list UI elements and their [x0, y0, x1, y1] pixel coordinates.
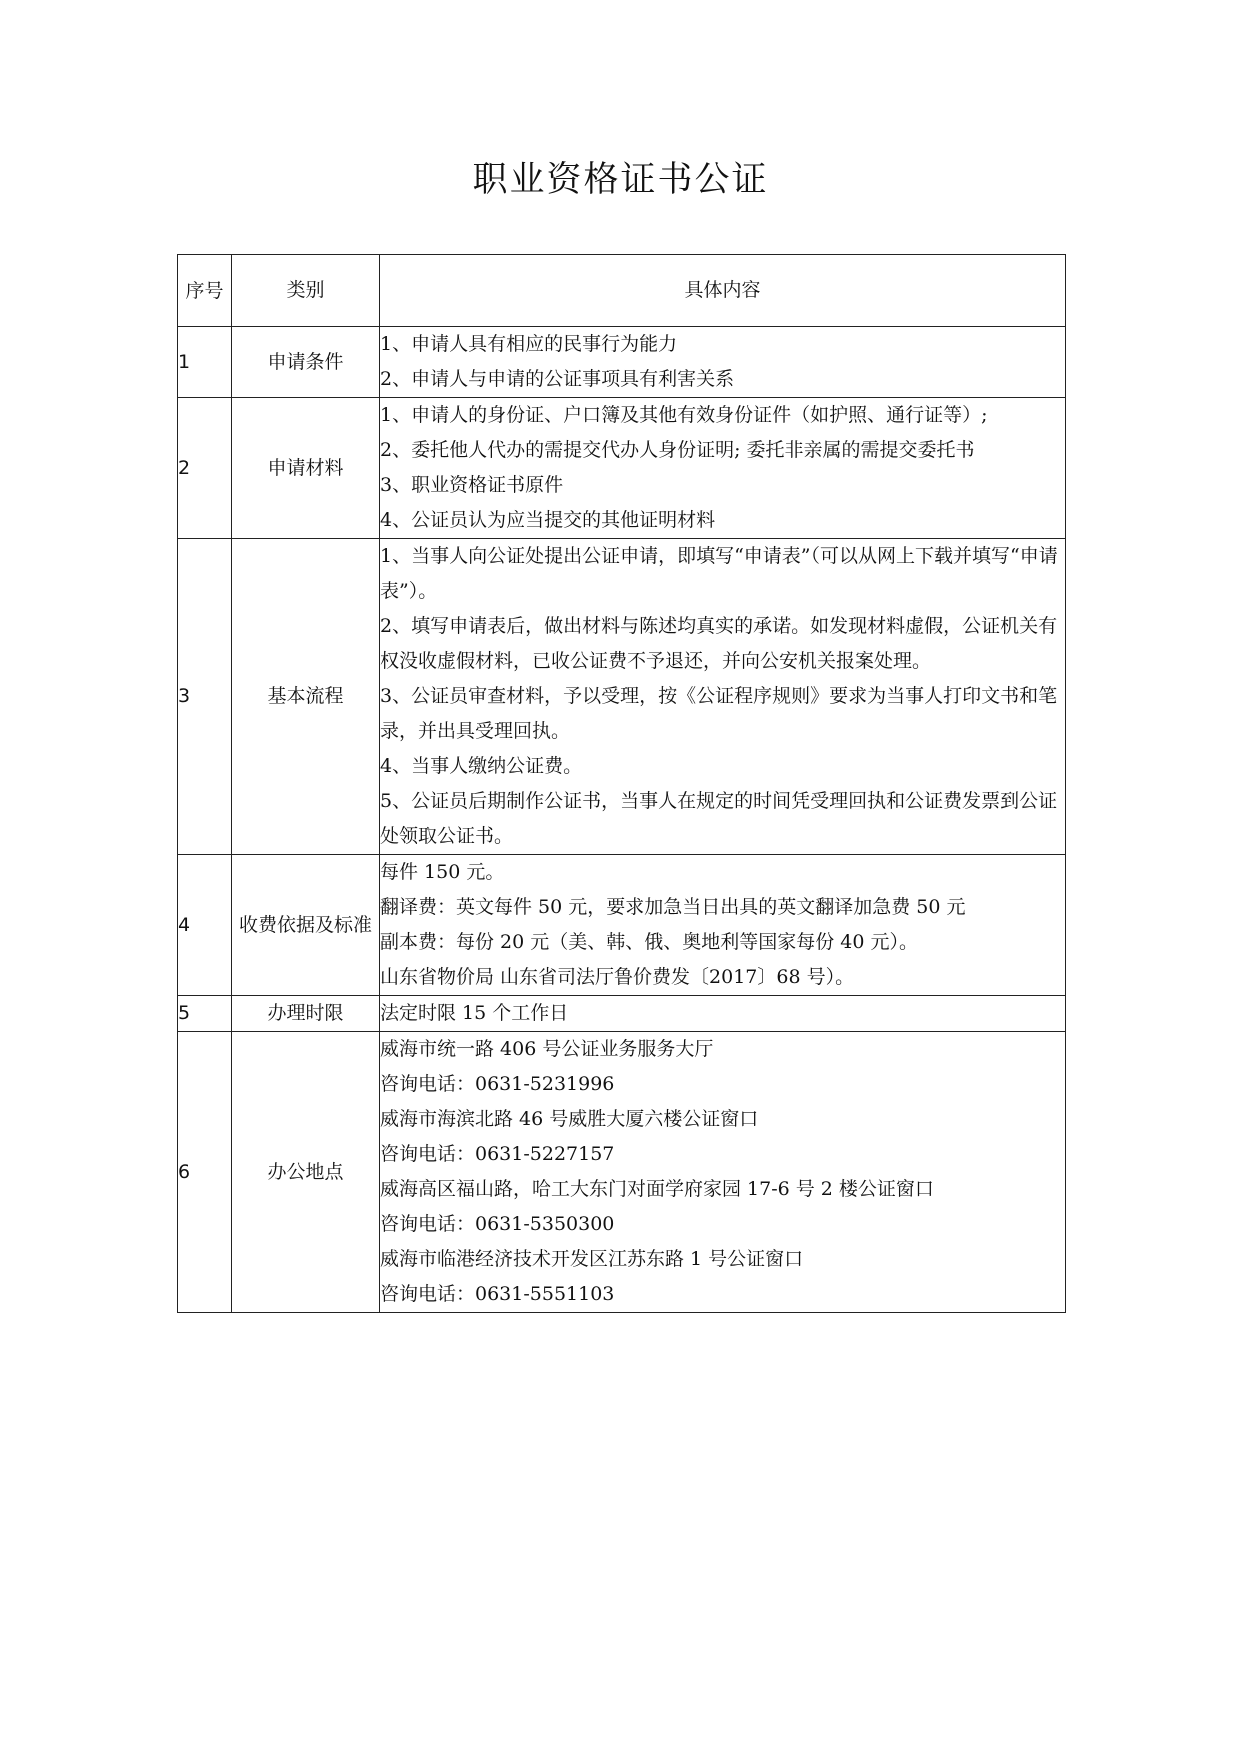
row-category: 办理时限: [232, 996, 380, 1032]
content-line: 咨询电话：0631-5350300: [380, 1213, 615, 1235]
row-content: [380, 855, 1066, 996]
table-row: [178, 996, 1066, 1032]
content-line: 翻译费：英文每件 50 元，要求加急当日出具的英文翻译加急费 50 元: [380, 896, 966, 918]
content-line: 3、公证员审查材料，予以受理，按《公证程序规则》要求为当事人打印文书和笔录，并出具受理回执。: [380, 685, 1058, 742]
content-line: 威海市统一路 406 号公证业务服务大厅: [380, 1038, 714, 1060]
content-line: 5、公证员后期制作公证书，当事人在规定的时间凭受理回执和公证费发票到公证处领取公证书。: [380, 790, 1058, 847]
header-content: 具体内容: [380, 255, 1066, 327]
content-line: 威海市海滨北路 46 号威胜大厦六楼公证窗口: [380, 1108, 759, 1130]
row-category: 申请条件: [232, 327, 380, 398]
info-table: [177, 254, 1066, 1313]
content-line: 1、申请人具有相应的民事行为能力: [380, 333, 678, 355]
page-title: 职业资格证书公证: [472, 160, 769, 200]
content-line: 2、委托他人代办的需提交代办人身份证明; 委托非亲属的需提交委托书: [380, 439, 975, 461]
content-line: 每件 150 元。: [380, 861, 505, 883]
table-row: [178, 855, 1066, 996]
table-row: [178, 327, 1066, 398]
row-content: [380, 996, 1066, 1032]
content-line: 威海市临港经济技术开发区江苏东路 1 号公证窗口: [380, 1248, 804, 1270]
content-line: 1、申请人的身份证、户口簿及其他有效身份证件（如护照、通行证等）;: [380, 404, 988, 426]
content-line: 2、申请人与申请的公证事项具有利害关系: [380, 368, 735, 390]
content-line: 咨询电话：0631-5231996: [380, 1073, 615, 1095]
row-seq: 5: [178, 996, 232, 1032]
content-line: 副本费：每份 20 元（美、韩、俄、奥地利等国家每份 40 元）。: [380, 931, 919, 953]
row-seq: 6: [178, 1032, 232, 1313]
table-row: [178, 1032, 1066, 1313]
content-line: 山东省物价局 山东省司法厅鲁价费发〔2017〕68 号）。: [380, 966, 855, 988]
row-category: 办公地点: [232, 1032, 380, 1313]
content-line: 咨询电话：0631-5227157: [380, 1143, 615, 1165]
row-seq: 1: [178, 327, 232, 398]
header-category: 类别: [232, 255, 380, 327]
content-line: 4、当事人缴纳公证费。: [380, 755, 583, 777]
table-row: [178, 539, 1066, 855]
content-line: 法定时限 15 个工作日: [380, 1002, 569, 1024]
row-content: [380, 398, 1066, 539]
content-line: 威海高区福山路，哈工大东门对面学府家园 17-6 号 2 楼公证窗口: [380, 1178, 934, 1200]
content-line: 咨询电话：0631-5551103: [380, 1283, 615, 1305]
row-category: 基本流程: [232, 539, 380, 855]
row-category: 申请材料: [232, 398, 380, 539]
content-line: 4、公证员认为应当提交的其他证明材料: [380, 509, 716, 531]
row-seq: 3: [178, 539, 232, 855]
row-seq: 4: [178, 855, 232, 996]
row-category: 收费依据及标准: [232, 855, 380, 996]
row-content: [380, 327, 1066, 398]
content-line: 1、当事人向公证处提出公证申请，即填写“申请表”（可以从网上下载并填写“申请表”）。: [380, 545, 1058, 602]
table-header-row: [178, 255, 1066, 327]
table-row: [178, 398, 1066, 539]
header-seq: 序号: [178, 255, 232, 327]
content-line: 3、职业资格证书原件: [380, 474, 564, 496]
content-line: 2、填写申请表后，做出材料与陈述均真实的承诺。如发现材料虚假，公证机关有权没收虚假材料，已收公证费不予退还，并向公安机关报案处理。: [380, 615, 1058, 672]
row-content: [380, 1032, 1066, 1313]
row-content: [380, 539, 1066, 855]
row-seq: 2: [178, 398, 232, 539]
